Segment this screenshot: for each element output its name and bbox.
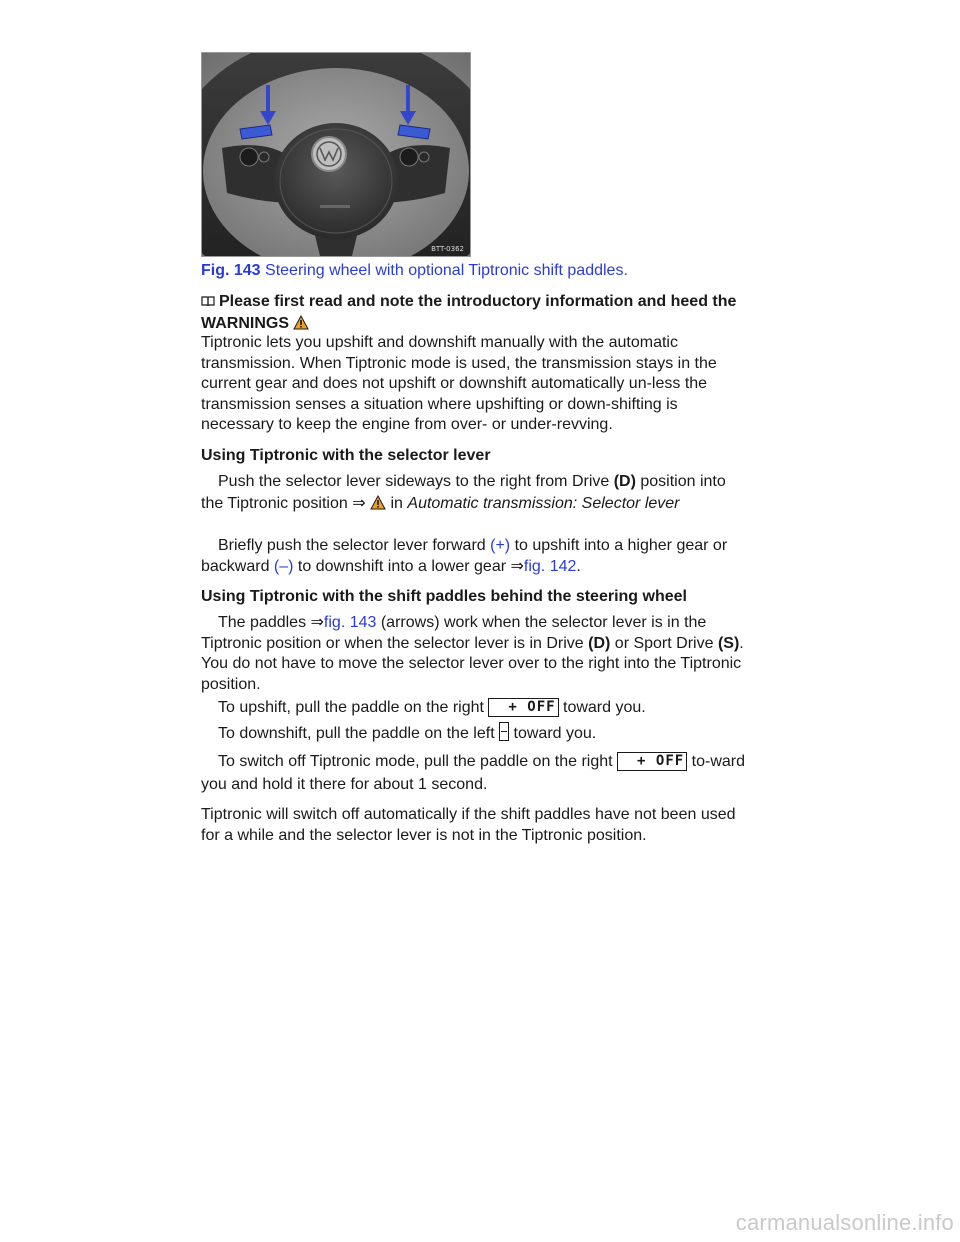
section1-step1: Push the selector lever sideways to the right from Drive (D) position into the Tiptronic position ⇒ in Automatic transmission: Selector lever [201,473,726,512]
upshift-step: To upshift, pull the paddle on the right + OFF toward you. [218,699,646,716]
section2-paddles-paragraph: The paddles ⇒fig. 143 (arrows) work when the selector lever is in the Tiptronic position or when the selector lever is in Drive (D) or Sport Drive (S). You do not have to move the selector lever over to the right into the Tiptronic position. [201,614,744,693]
plus-off-key-icon: + OFF [617,752,687,771]
intro-lead [201,292,746,334]
intro-lead-text: Please first read and note the introductory information and heed the WARNINGS [201,293,737,332]
figure-code: BTT-0362 [431,245,464,253]
section1-step2: Briefly push the selector lever forward (+) to upshift into a higher gear or backward (–) to downshift into a lower gear ⇒fig. 142. [201,537,728,575]
intro-paragraph: Tiptronic lets you upshift and downshift manually with the automatic transmission. When Tiptronic mode is used, the transmission stays in the current gear and does not upshift or downshift automatically un-less the transmission senses a situation where upshifting or down-shifting is necessary to keep the engine from over- or under-revving. [201,334,717,433]
steering-wheel-illustration [202,53,470,256]
plus-off-key-icon: + OFF [488,698,558,717]
watermark: carmanualsonline.info [735,1210,954,1235]
link-fig-142[interactable]: fig. 142 [523,557,577,575]
downshift-step: To downshift, pull the paddle on the left toward you. [201,724,746,745]
minus-key-icon [499,722,509,741]
figure-caption [201,262,628,280]
xref-selector-lever[interactable]: Automatic transmission: Selector lever [407,494,680,512]
figure-caption-text: Steering wheel with optional Tiptronic shift paddles. [260,262,628,279]
link-fig-143[interactable]: fig. 143 [323,614,377,631]
book-icon [201,296,215,307]
section2-heading: Using Tiptronic with the shift paddles behind the steering wheel [201,588,687,605]
auto-off-paragraph: Tiptronic will switch off automatically if the shift paddles have not been used for a while and the selector lever is not in the Tiptronic position. [201,806,736,844]
warning-icon [293,315,309,330]
switch-off-step: To switch off Tiptronic mode, pull the paddle on the right + OFF to-ward you and hold it there for about 1 second. [201,753,745,793]
warning-icon[interactable] [370,495,386,510]
section1-heading: Using Tiptronic with the selector lever [201,447,491,464]
steering-wheel-figure [201,52,471,257]
figure-number: Fig. 143 [201,262,261,279]
